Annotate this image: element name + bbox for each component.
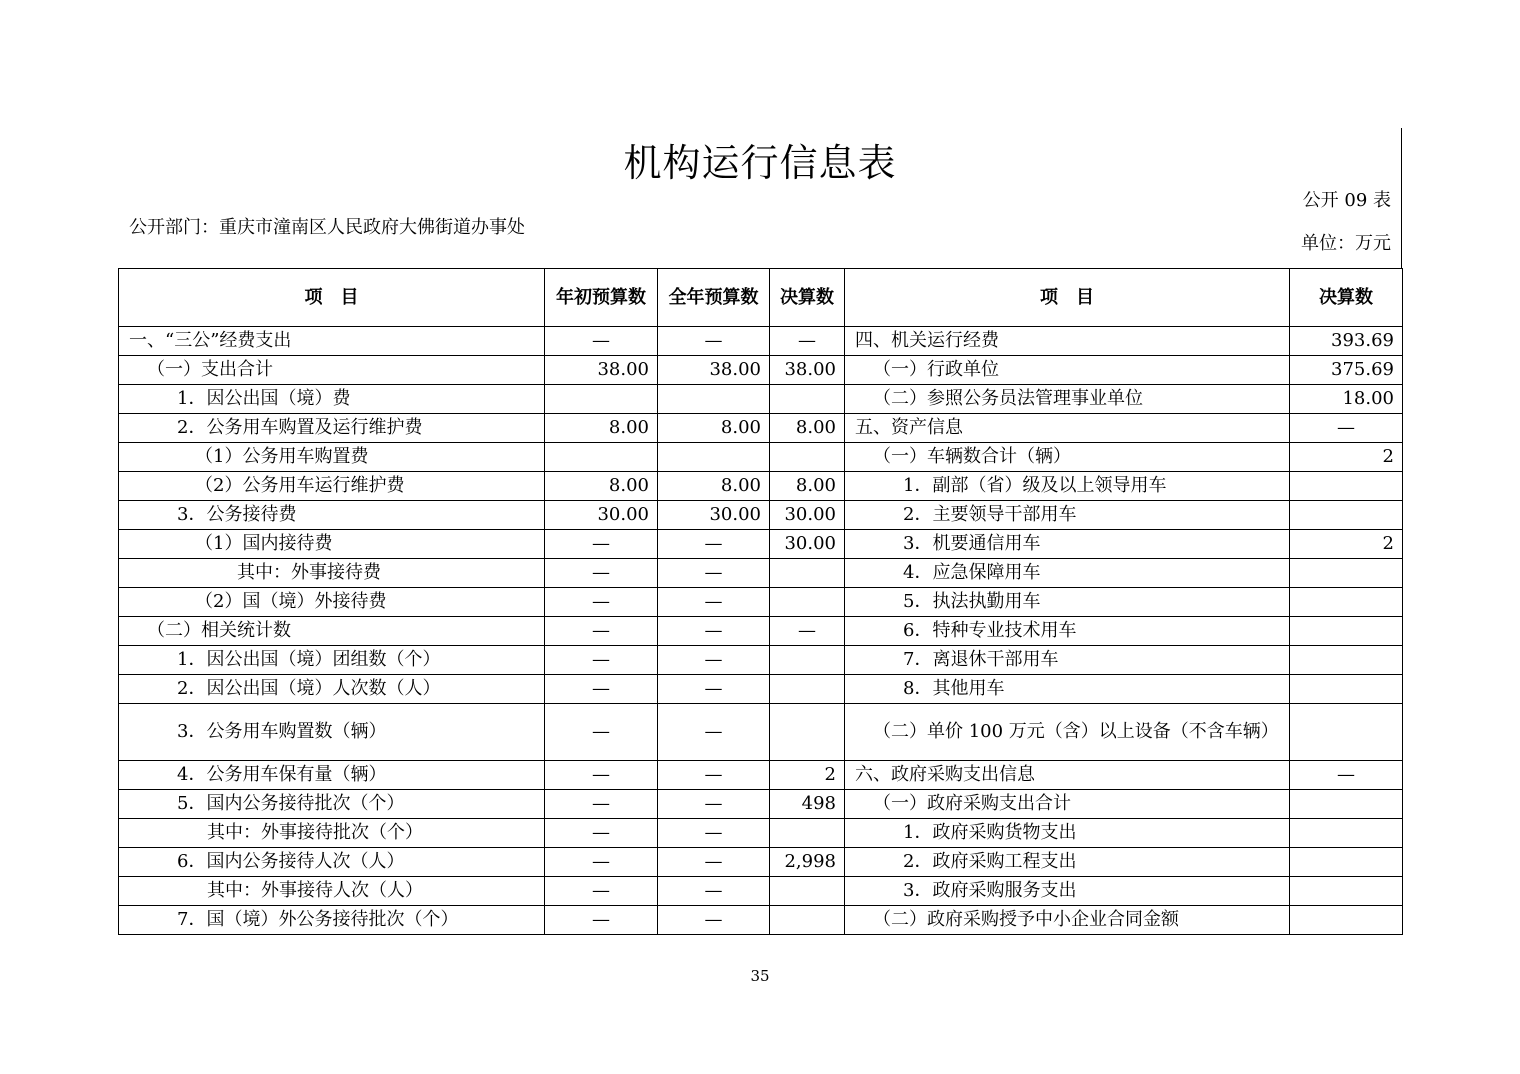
unit-label: 单位：万元	[1301, 233, 1391, 254]
right-value-cell	[1290, 790, 1403, 819]
department-label: 公开部门：重庆市潼南区人民政府大佛街道办事处	[129, 217, 525, 238]
initial-budget-cell: —	[545, 646, 658, 675]
initial-budget-cell: —	[545, 704, 658, 761]
initial-budget-cell: 30.00	[545, 501, 658, 530]
right-item-cell: 六、政府采购支出信息	[845, 761, 1290, 790]
right-value-cell: —	[1290, 414, 1403, 443]
final-amount-cell	[770, 819, 845, 848]
right-value-cell	[1290, 704, 1403, 761]
left-item-cell: （2）公务用车运行维护费	[119, 472, 545, 501]
right-item-cell: 1．副部（省）级及以上领导用车	[845, 472, 1290, 501]
right-value-cell	[1290, 501, 1403, 530]
initial-budget-cell: —	[545, 530, 658, 559]
left-item-cell: 1．因公出国（境）费	[119, 385, 545, 414]
table-row	[119, 588, 1403, 617]
initial-budget-cell: —	[545, 327, 658, 356]
right-value-cell: —	[1290, 761, 1403, 790]
initial-budget-cell: 8.00	[545, 472, 658, 501]
header-item-left: 项 目	[119, 269, 545, 327]
final-amount-cell: —	[770, 617, 845, 646]
final-amount-cell	[770, 559, 845, 588]
table-row	[119, 414, 1403, 443]
right-item-cell: 6．特种专业技术用车	[845, 617, 1290, 646]
right-value-cell: 2	[1290, 530, 1403, 559]
right-item-cell: （二）参照公务员法管理事业单位	[845, 385, 1290, 414]
annual-budget-cell	[658, 385, 770, 414]
right-item-cell: （二）单价 100 万元（含）以上设备（不含车辆）	[845, 704, 1290, 761]
final-amount-cell	[770, 443, 845, 472]
table-row	[119, 761, 1403, 790]
final-amount-cell: 30.00	[770, 501, 845, 530]
table-row	[119, 530, 1403, 559]
page-number: 35	[750, 967, 770, 985]
right-value-cell: 375.69	[1290, 356, 1403, 385]
right-item-cell: 2．政府采购工程支出	[845, 848, 1290, 877]
annual-budget-cell: —	[658, 761, 770, 790]
initial-budget-cell	[545, 443, 658, 472]
annual-budget-cell: —	[658, 675, 770, 704]
initial-budget-cell: 38.00	[545, 356, 658, 385]
annual-budget-cell: —	[658, 790, 770, 819]
right-value-cell	[1290, 877, 1403, 906]
final-amount-cell	[770, 385, 845, 414]
left-item-cell: 7．国（境）外公务接待批次（个）	[119, 906, 545, 935]
table-row	[119, 906, 1403, 935]
final-amount-cell: 2	[770, 761, 845, 790]
left-item-cell: （1）公务用车购置费	[119, 443, 545, 472]
table-row	[119, 790, 1403, 819]
annual-budget-cell: 38.00	[658, 356, 770, 385]
annual-budget-cell: —	[658, 906, 770, 935]
right-item-cell: 2．主要领导干部用车	[845, 501, 1290, 530]
right-value-cell	[1290, 675, 1403, 704]
annual-budget-cell: 30.00	[658, 501, 770, 530]
right-item-cell: （一）车辆数合计（辆）	[845, 443, 1290, 472]
annual-budget-cell: —	[658, 588, 770, 617]
table-row	[119, 443, 1403, 472]
info-table	[118, 268, 1403, 935]
header-final-amount-left: 决算数	[770, 269, 845, 327]
final-amount-cell	[770, 877, 845, 906]
header-final-amount-right: 决算数	[1290, 269, 1403, 327]
left-item-cell: （1）国内接待费	[119, 530, 545, 559]
final-amount-cell: —	[770, 327, 845, 356]
final-amount-cell: 8.00	[770, 414, 845, 443]
table-number: 公开 09 表	[1302, 190, 1391, 211]
right-item-cell: 四、机关运行经费	[845, 327, 1290, 356]
page-title: 机构运行信息表	[623, 141, 897, 185]
right-item-cell: 4．应急保障用车	[845, 559, 1290, 588]
left-item-cell: 2．公务用车购置及运行维护费	[119, 414, 545, 443]
header-item-right: 项 目	[845, 269, 1290, 327]
final-amount-cell	[770, 906, 845, 935]
right-value-cell	[1290, 819, 1403, 848]
initial-budget-cell	[545, 385, 658, 414]
annual-budget-cell: —	[658, 327, 770, 356]
right-item-cell: （一）政府采购支出合计	[845, 790, 1290, 819]
annual-budget-cell	[658, 443, 770, 472]
right-item-cell: （一）行政单位	[845, 356, 1290, 385]
right-value-cell: 2	[1290, 443, 1403, 472]
table-row	[119, 472, 1403, 501]
table-row	[119, 385, 1403, 414]
initial-budget-cell: —	[545, 761, 658, 790]
left-item-cell: 其中：外事接待批次（个）	[119, 819, 545, 848]
final-amount-cell: 38.00	[770, 356, 845, 385]
right-item-cell: 3．政府采购服务支出	[845, 877, 1290, 906]
table-row	[119, 704, 1403, 761]
annual-budget-cell: —	[658, 704, 770, 761]
annual-budget-cell: 8.00	[658, 472, 770, 501]
table-row	[119, 675, 1403, 704]
right-value-cell	[1290, 906, 1403, 935]
final-amount-cell	[770, 704, 845, 761]
initial-budget-cell: —	[545, 819, 658, 848]
header-annual-budget: 全年预算数	[658, 269, 770, 327]
right-value-cell	[1290, 472, 1403, 501]
final-amount-cell: 30.00	[770, 530, 845, 559]
initial-budget-cell: —	[545, 675, 658, 704]
right-item-cell: 1．政府采购货物支出	[845, 819, 1290, 848]
right-value-cell	[1290, 646, 1403, 675]
right-item-cell: 五、资产信息	[845, 414, 1290, 443]
table-row	[119, 617, 1403, 646]
left-item-cell: 其中：外事接待人次（人）	[119, 877, 545, 906]
right-item-cell: （二）政府采购授予中小企业合同金额	[845, 906, 1290, 935]
final-amount-cell: 8.00	[770, 472, 845, 501]
initial-budget-cell: —	[545, 617, 658, 646]
initial-budget-cell: —	[545, 559, 658, 588]
annual-budget-cell: —	[658, 617, 770, 646]
right-item-cell: 3．机要通信用车	[845, 530, 1290, 559]
left-item-cell: 1．因公出国（境）团组数（个）	[119, 646, 545, 675]
left-item-cell: 其中：外事接待费	[119, 559, 545, 588]
final-amount-cell: 498	[770, 790, 845, 819]
final-amount-cell	[770, 675, 845, 704]
right-item-cell: 8．其他用车	[845, 675, 1290, 704]
table-row	[119, 848, 1403, 877]
initial-budget-cell: —	[545, 848, 658, 877]
left-item-cell: （一）支出合计	[119, 356, 545, 385]
annual-budget-cell: —	[658, 848, 770, 877]
annual-budget-cell: 8.00	[658, 414, 770, 443]
left-item-cell: 6．国内公务接待人次（人）	[119, 848, 545, 877]
table-row	[119, 501, 1403, 530]
annual-budget-cell: —	[658, 819, 770, 848]
table-row	[119, 646, 1403, 675]
right-item-cell: 5．执法执勤用车	[845, 588, 1290, 617]
right-value-cell	[1290, 617, 1403, 646]
right-value-cell	[1290, 559, 1403, 588]
table-row	[119, 877, 1403, 906]
right-value-cell: 18.00	[1290, 385, 1403, 414]
initial-budget-cell: 8.00	[545, 414, 658, 443]
left-item-cell: 3．公务用车购置数（辆）	[119, 704, 545, 761]
table-row	[119, 356, 1403, 385]
annual-budget-cell: —	[658, 646, 770, 675]
left-item-cell: 4．公务用车保有量（辆）	[119, 761, 545, 790]
table-row	[119, 327, 1403, 356]
left-item-cell: （2）国（境）外接待费	[119, 588, 545, 617]
annual-budget-cell: —	[658, 559, 770, 588]
initial-budget-cell: —	[545, 906, 658, 935]
left-item-cell: 5．国内公务接待批次（个）	[119, 790, 545, 819]
final-amount-cell: 2,998	[770, 848, 845, 877]
header-initial-budget: 年初预算数	[545, 269, 658, 327]
annual-budget-cell: —	[658, 530, 770, 559]
initial-budget-cell: —	[545, 877, 658, 906]
right-value-cell	[1290, 588, 1403, 617]
right-value-cell: 393.69	[1290, 327, 1403, 356]
left-item-cell: 3．公务接待费	[119, 501, 545, 530]
initial-budget-cell: —	[545, 790, 658, 819]
table-row	[119, 819, 1403, 848]
table-header-row	[119, 269, 1403, 327]
final-amount-cell	[770, 588, 845, 617]
table-row	[119, 559, 1403, 588]
final-amount-cell	[770, 646, 845, 675]
left-item-cell: 一、“三公”经费支出	[119, 327, 545, 356]
right-value-cell	[1290, 848, 1403, 877]
left-item-cell: （二）相关统计数	[119, 617, 545, 646]
right-item-cell: 7．离退休干部用车	[845, 646, 1290, 675]
annual-budget-cell: —	[658, 877, 770, 906]
left-item-cell: 2．因公出国（境）人次数（人）	[119, 675, 545, 704]
initial-budget-cell: —	[545, 588, 658, 617]
